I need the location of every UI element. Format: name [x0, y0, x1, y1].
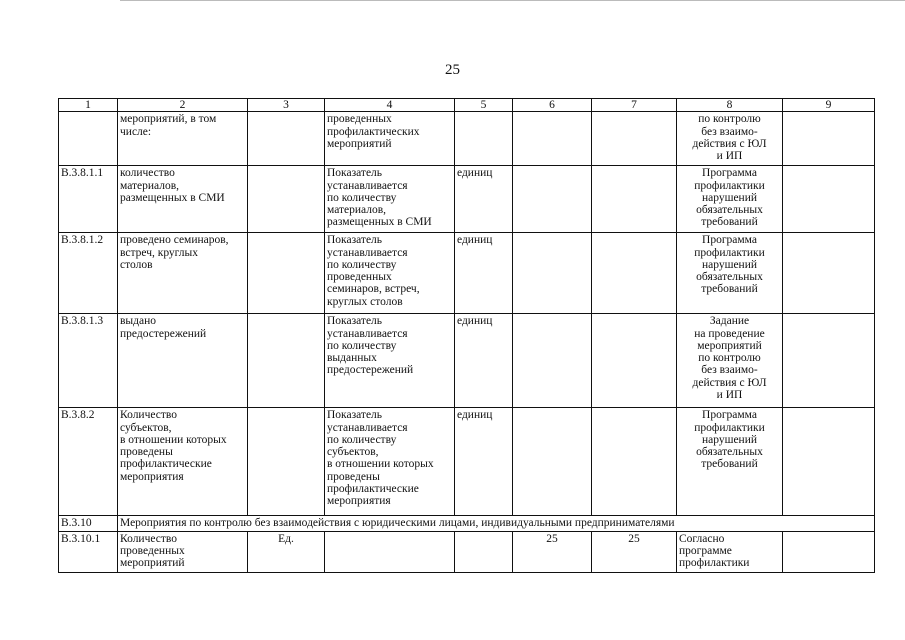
row-col9 [783, 531, 875, 572]
table-row [59, 408, 875, 516]
row-basis [677, 166, 783, 233]
row-basis-line: и ИП [716, 150, 743, 163]
indicators-table [58, 98, 875, 573]
row-name-line: встреч, круглых [120, 246, 199, 259]
row-basis-line: профилактики [694, 179, 765, 192]
row-basis-line: на проведение [694, 327, 765, 340]
row-basis-line: и ИП [716, 389, 743, 402]
row-indicator-line: устанавливается [327, 179, 408, 192]
row-indicator-line: устанавливается [327, 246, 408, 259]
row-indicator-line: устанавливается [327, 421, 408, 434]
row-basis-line: мероприятий [697, 339, 762, 352]
row-name-line: проведенных [120, 544, 185, 557]
row-indicator-line: по количеству [327, 191, 397, 204]
row-indicator-line: семинаров, встреч, [327, 283, 420, 296]
row-indicator-line: устанавливается [327, 327, 408, 340]
row-name-line: Количество [120, 409, 177, 422]
row-col7 [592, 408, 677, 516]
row-basis-line: профилактики [694, 246, 765, 259]
row-col6 [513, 166, 592, 233]
row-col7 [592, 166, 677, 233]
row-unit: единиц [455, 314, 513, 408]
header-cell: 9 [783, 99, 875, 112]
row-basis-line: Согласно [679, 532, 725, 545]
row-indicator-line: проведенных [327, 271, 392, 284]
row-indicator-line: по количеству [327, 433, 397, 446]
table-row [59, 233, 875, 314]
row-name-line: мероприятий [120, 557, 185, 570]
row-basis [677, 314, 783, 408]
row-col6: 25 [513, 531, 592, 572]
row-basis [677, 408, 783, 516]
header-cell: 1 [59, 99, 118, 112]
row-indicator-line: проведены [327, 470, 380, 483]
row-col6 [513, 408, 592, 516]
row-col9 [783, 112, 875, 166]
row-basis [677, 112, 783, 166]
row-name-line: субъектов, [120, 421, 172, 434]
row-col7 [592, 112, 677, 166]
section-row [59, 516, 875, 531]
row-col7: 25 [592, 531, 677, 572]
row-basis-line: требований [701, 216, 758, 229]
row-indicator-line: выданных [327, 352, 377, 365]
row-col9 [783, 233, 875, 314]
row-basis-line: по контролю [698, 113, 761, 126]
row-indicator [325, 112, 455, 166]
row-unit: единиц [455, 233, 513, 314]
header-cell: 6 [513, 99, 592, 112]
row-name-line: мероприятия [120, 470, 184, 483]
table-row [59, 112, 875, 166]
row-basis-line: нарушений [701, 191, 758, 204]
header-cell: 5 [455, 99, 513, 112]
row-indicator-line: размещенных в СМИ [327, 216, 432, 229]
row-basis-line: профилактики [679, 557, 750, 570]
row-basis-line: обязательных [696, 271, 763, 284]
row-name [118, 112, 248, 166]
row-indicator-line: профилактических [327, 125, 420, 138]
row-name-line: в отношении которых [120, 433, 227, 446]
scan-top-rule [120, 0, 905, 1]
row-col9 [783, 166, 875, 233]
row-code: В.3.8.1.3 [59, 314, 118, 408]
row-unit [455, 112, 513, 166]
row-indicator [325, 531, 455, 572]
row-col6 [513, 112, 592, 166]
row-name [118, 408, 248, 516]
row-indicator-line: проведенных [327, 113, 392, 126]
row-basis-line: без взаимо- [701, 125, 758, 138]
row-basis [677, 531, 783, 572]
row-name-line: столов [120, 258, 153, 271]
row-col3 [248, 314, 325, 408]
row-code: В.3.8.1.2 [59, 233, 118, 314]
row-indicator-line: мероприятия [327, 495, 391, 508]
row-indicator-line: субъектов, [327, 446, 379, 459]
row-indicator-line: предостережений [327, 364, 414, 377]
row-name-line: материалов, [120, 179, 180, 192]
table-body [59, 99, 875, 573]
row-basis-line: профилактики [694, 421, 765, 434]
row-basis-line: по контролю [698, 352, 761, 365]
page-number: 25 [445, 62, 460, 78]
row-indicator-line: Показатель [327, 234, 383, 247]
row-basis-line: без взаимо- [701, 364, 758, 377]
row-name-line: Количество [120, 532, 177, 545]
row-basis-line: нарушений [701, 433, 758, 446]
row-indicator-line: в отношении которых [327, 458, 434, 471]
row-basis-line: Задание [709, 315, 750, 328]
row-name-line: числе: [120, 125, 152, 138]
row-basis-line: обязательных [696, 204, 763, 217]
row-name-line: размещенных в СМИ [120, 191, 225, 204]
row-indicator-line: мероприятий [327, 137, 392, 150]
header-cell: 8 [677, 99, 783, 112]
row-basis-line: требований [701, 458, 758, 471]
row-name [118, 314, 248, 408]
row-indicator [325, 408, 455, 516]
row-basis [677, 233, 783, 314]
row-basis-line: действия с ЮЛ [692, 376, 767, 389]
header-cell: 4 [325, 99, 455, 112]
row-basis-line: Программа [702, 409, 757, 422]
section-title: Мероприятия по контролю без взаимодействия с юридическими лицами, индивидуальными предпринимателями [118, 516, 875, 531]
row-name-line: проведены [120, 446, 173, 459]
row-indicator-line: профилактические [327, 483, 419, 496]
header-cell: 7 [592, 99, 677, 112]
row-col9 [783, 408, 875, 516]
row-name-line: предостережений [120, 327, 207, 340]
header-cell: 2 [118, 99, 248, 112]
row-unit: единиц [455, 166, 513, 233]
row-col3 [248, 233, 325, 314]
row-basis-line: требований [701, 283, 758, 296]
row-code: В.3.8.2 [59, 408, 118, 516]
header-cell: 3 [248, 99, 325, 112]
row-col3 [248, 408, 325, 516]
row-basis-line: обязательных [696, 446, 763, 459]
row-code: В.3.10.1 [59, 531, 118, 572]
row-name-line: профилактические [120, 458, 212, 471]
row-unit: единиц [455, 408, 513, 516]
row-name-line: проведено семинаров, [120, 234, 229, 247]
row-name [118, 166, 248, 233]
row-indicator-line: материалов, [327, 204, 387, 217]
row-name-line: выдано [120, 315, 157, 328]
row-name-line: мероприятий, в том [120, 113, 217, 126]
row-col6 [513, 314, 592, 408]
table-row [59, 166, 875, 233]
row-basis-line: нарушений [701, 258, 758, 271]
table-row [59, 531, 875, 572]
row-col7 [592, 233, 677, 314]
row-indicator [325, 166, 455, 233]
row-indicator-line: Показатель [327, 315, 383, 328]
table-row [59, 314, 875, 408]
row-code: В.3.8.1.1 [59, 166, 118, 233]
row-basis-line: действия с ЮЛ [692, 137, 767, 150]
row-indicator [325, 233, 455, 314]
row-col3 [248, 166, 325, 233]
table-header-row [59, 99, 875, 112]
row-col6 [513, 233, 592, 314]
row-indicator-line: Показатель [327, 409, 383, 422]
row-col7 [592, 314, 677, 408]
row-indicator [325, 314, 455, 408]
row-code [59, 112, 118, 166]
row-basis-line: Программа [702, 234, 757, 247]
row-indicator-line: по количеству [327, 339, 397, 352]
row-name [118, 233, 248, 314]
row-indicator-line: по количеству [327, 258, 397, 271]
row-basis-line: Программа [702, 167, 757, 180]
row-name-line: количество [120, 167, 175, 180]
row-unit [455, 531, 513, 572]
section-code: В.3.10 [59, 516, 118, 531]
row-indicator-line: круглых столов [327, 295, 403, 308]
row-indicator-line: Показатель [327, 167, 383, 180]
row-col3: Ед. [248, 531, 325, 572]
row-name [118, 531, 248, 572]
row-basis-line: программе [679, 544, 732, 557]
row-col3 [248, 112, 325, 166]
row-col9 [783, 314, 875, 408]
